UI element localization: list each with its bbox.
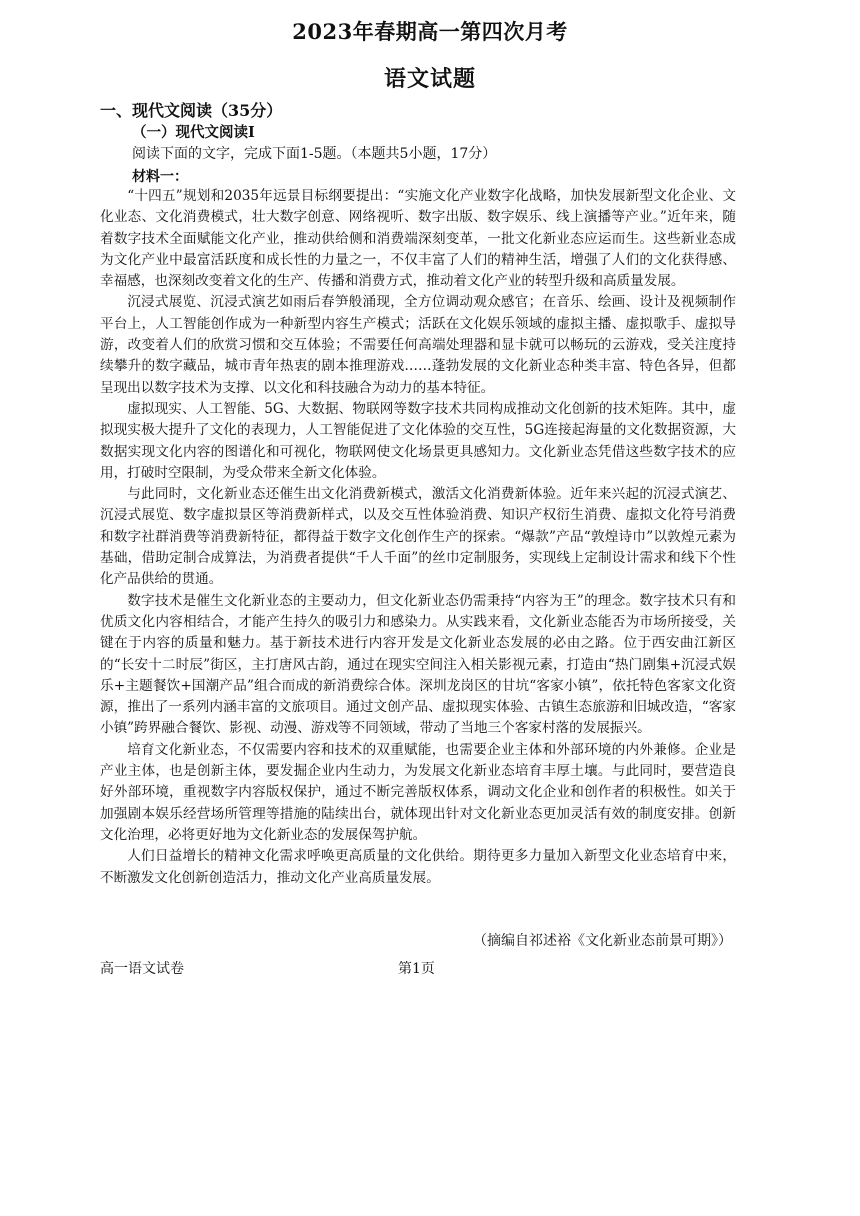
paragraph-6: 培育文化新业态，不仅需要内容和技术的双重赋能，也需要企业主体和外部环境的内外兼修。企业是产业主体，也是创新主体，要发掘企业内生动力，为发展文化新业态培育丰厚土壤。与此同时，要营造良好外部环境，重视数字内容版权保护，通过不断完善版权体系，调动文化企业和创作者的积极性。如关于加强剧本娱乐经营场所管理等措施的陆续出台，就体现出针对文化新业态更加灵活有效的制度安排。创新文化治理，必将更好地为文化新业态的发展保驾护航。 — [100, 741, 736, 843]
footer-subject: 高一语文试卷 — [100, 961, 184, 977]
source-citation: （摘编自祁述裕《文化新业态前景可期》） — [473, 933, 732, 949]
paragraph-3: 虚拟现实、人工智能、5G、大数据、物联网等数字技术共同构成推动文化创新的技术矩阵。其中，虚拟现实极大提升了文化的表现力，人工智能促进了文化体验的交互性，5G连接起海量的文化数据资源，大数据实现文化内容的图谱化和可视化，物联网使文化场景更具感知力。文化新业态凭借这些数字技术的应用，打破时空限制，为受众带来全新文化体验。 — [100, 400, 736, 481]
reading-instruction: 阅读下面的文字，完成下面1-5题。（本题共5小题，17分） — [132, 146, 497, 162]
subject-title: 语文试题 — [383, 66, 476, 92]
material-label: 材料一： — [132, 169, 188, 185]
paragraph-2: 沉浸式展览、沉浸式演艺如雨后春笋般涌现，全方位调动观众感官；在音乐、绘画、设计及视频制作平台上，人工智能创作成为一种新型内容生产模式；活跃在文化娱乐领域的虚拟主播、虚拟歌手、虚拟导游，改变着人们的欣赏习惯和交互体验；不需要任何高端处理器和显卡就可以畅玩的云游戏，受关注度持续攀升的数字藏品，城市青年热衷的剧本推理游戏……蓬勃发展的文化新业态种类丰富、特色各异，但都呈现出以数字技术为支撑、以文化和科技融合为动力的基本特征。 — [100, 294, 736, 396]
page-number: 第1页 — [398, 961, 435, 977]
material-text — [100, 186, 736, 889]
section-heading: 一、现代文阅读（35分） — [100, 101, 283, 120]
exam-title: 2023年春期高一第四次月考 — [292, 19, 568, 44]
paragraph-1: “十四五”规划和2035年远景目标纲要提出：“实施文化产业数字化战略，加快发展新型文化企业、文化业态、文化消费模式，壮大数字创意、网络视听、数字出版、数字娱乐、线上演播等产业。”近年来，随着数字技术全面赋能文化产业，推动供给侧和消费端深刻变革，一批文化新业态应运而生。这些新业态成为文化产业中最富活跃度和成长性的力量之一，不仅丰富了人们的精神生活，增强了人们的文化获得感、幸福感，也深刻改变着文化的生产、传播和消费方式，推动着文化产业的转型升级和高质量发展。 — [100, 188, 736, 290]
subsection-heading: （一）现代文阅读Ⅰ — [132, 124, 255, 141]
paragraph-5: 数字技术是催生文化新业态的主要动力，但文化新业态仍需秉持“内容为王”的理念。数字技术只有和优质文化内容相结合，才能产生持久的吸引力和感染力。从实践来看，文化新业态能否为市场所接受，关键在于内容的质量和魅力。基于新技术进行内容开发是文化新业态发展的必由之路。位于西安曲江新区的“长安十二时辰”街区，主打唐风古韵，通过在现实空间注入相关影视元素，打造由“热门剧集+沉浸式娱乐+主题餐饮+国潮产品”组合而成的新消费综合体。深圳龙岗区的甘坑“客家小镇”，依托特色客家文化资源，推出了一系列内涵丰富的文旅项目。通过文创产品、虚拟现实体验、古镇生态旅游和旧城改造，“客家小镇”跨界融合餐饮、影视、动漫、游戏等不同领域，带动了当地三个客家村落的发展振兴。 — [100, 592, 736, 737]
paragraph-4: 与此同时，文化新业态还催生出文化消费新模式，激活文化消费新体验。近年来兴起的沉浸式演艺、沉浸式展览、数字虚拟景区等消费新样式，以及交互性体验消费、知识产权衍生消费、虚拟文化符号消费和数字社群消费等消费新特征，都得益于数字文化创作生产的探索。“爆款”产品“敦煌诗巾”以敦煌元素为基础，借助定制合成算法，为消费者提供“千人千面”的丝巾定制服务，实现线上定制设计需求和线下个性化产品供给的贯通。 — [100, 486, 736, 588]
paragraph-7: 人们日益增长的精神文化需求呼唤更高质量的文化供给。期待更多力量加入新型文化业态培育中来，不断激发文化创新创造活力，推动文化产业高质量发展。 — [100, 848, 736, 886]
